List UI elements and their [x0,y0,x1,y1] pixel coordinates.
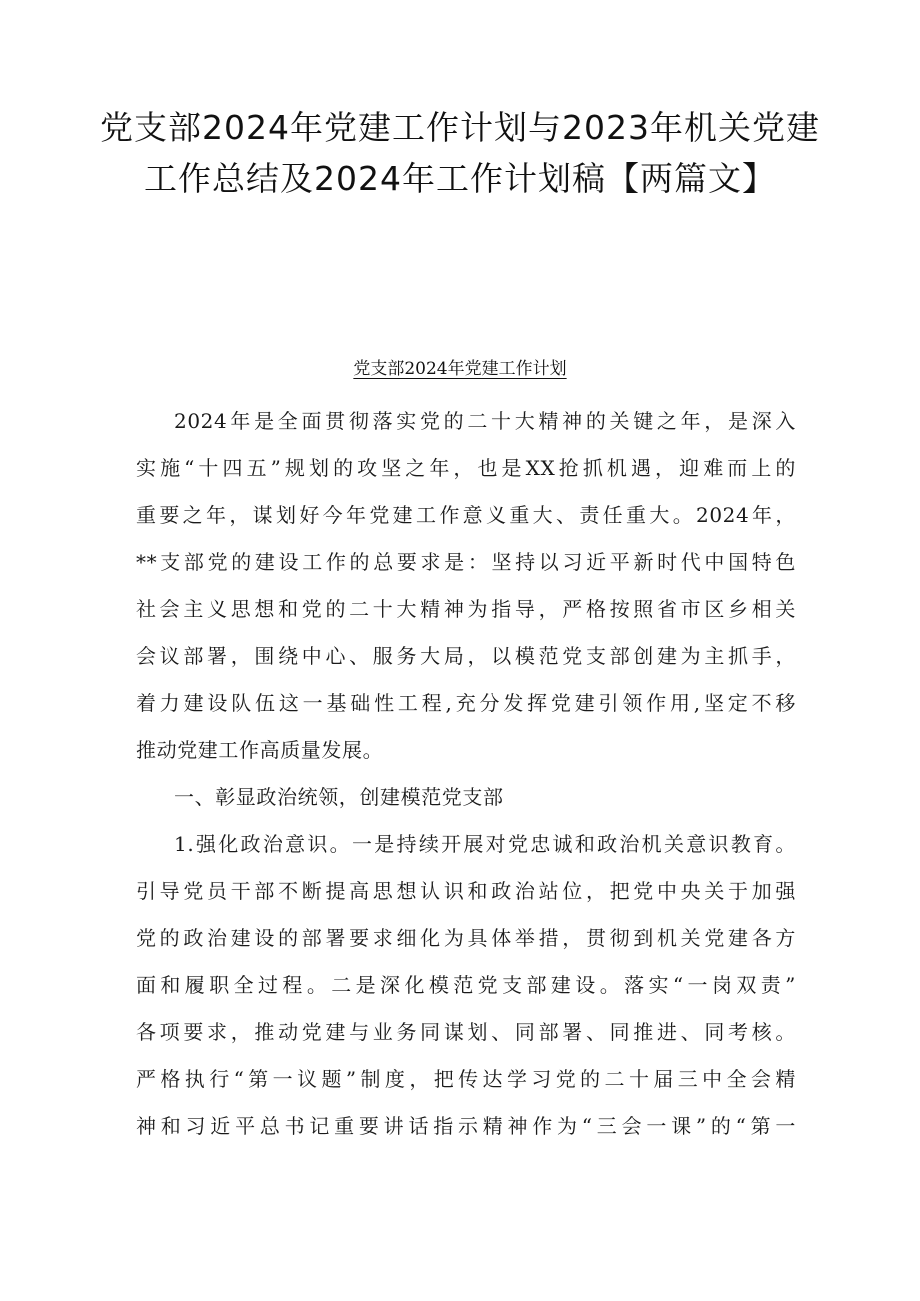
document-title: 党支部2024年党建工作计划与2023年机关党建工作总结及2024年工作计划稿【两篇文】 [100,108,820,198]
section-title: 党支部2024年党建工作计划 [353,359,567,379]
paragraph-line: 实施“十四五”规划的攻坚之年，也是XX抢抓机遇，迎难而上的 [136,456,796,480]
paragraph-line: 会议部署，围绕中心、服务大局，以模范党支部创建为主抓手， [136,644,796,668]
paragraph-line: **支部党的建设工作的总要求是：坚持以习近平新时代中国特色 [136,550,796,574]
document-body [136,398,796,1150]
paragraph-line: 引导党员干部不断提高思想认识和政治站位，把党中央关于加强 [136,879,796,903]
paragraph-line: 各项要求，推动党建与业务同谋划、同部署、同推进、同考核。 [136,1020,796,1044]
paragraph-line: 1.强化政治意识。一是持续开展对党忠诚和政治机关意识教育。 [174,832,796,856]
paragraph-line: 神和习近平总书记重要讲话指示精神作为“三会一课”的“第一 [136,1114,796,1138]
paragraph-line: 重要之年，谋划好今年党建工作意义重大、责任重大。2024年， [136,503,796,527]
paragraph-1 [136,398,796,774]
paragraph-line: 党的政治建设的部署要求细化为具体举措，贯彻到机关党建各方 [136,926,796,950]
paragraph-line: 面和履职全过程。二是深化模范党支部建设。落实“一岗双责” [136,973,796,997]
paragraph-2 [136,821,796,1150]
paragraph-line: 着力建设队伍这一基础性工程,充分发挥党建引领作用,坚定不移 [136,691,796,715]
paragraph-line: 社会主义思想和党的二十大精神为指导，严格按照省市区乡相关 [136,597,796,621]
paragraph-line: 2024年是全面贯彻落实党的二十大精神的关键之年，是深入 [174,409,796,433]
section-heading: 一、彰显政治统领，创建模范党支部 [174,785,504,809]
paragraph-line: 严格执行“第一议题”制度，把传达学习党的二十届三中全会精 [136,1067,796,1091]
paragraph-line: 推动党建工作高质量发展。 [136,738,384,762]
